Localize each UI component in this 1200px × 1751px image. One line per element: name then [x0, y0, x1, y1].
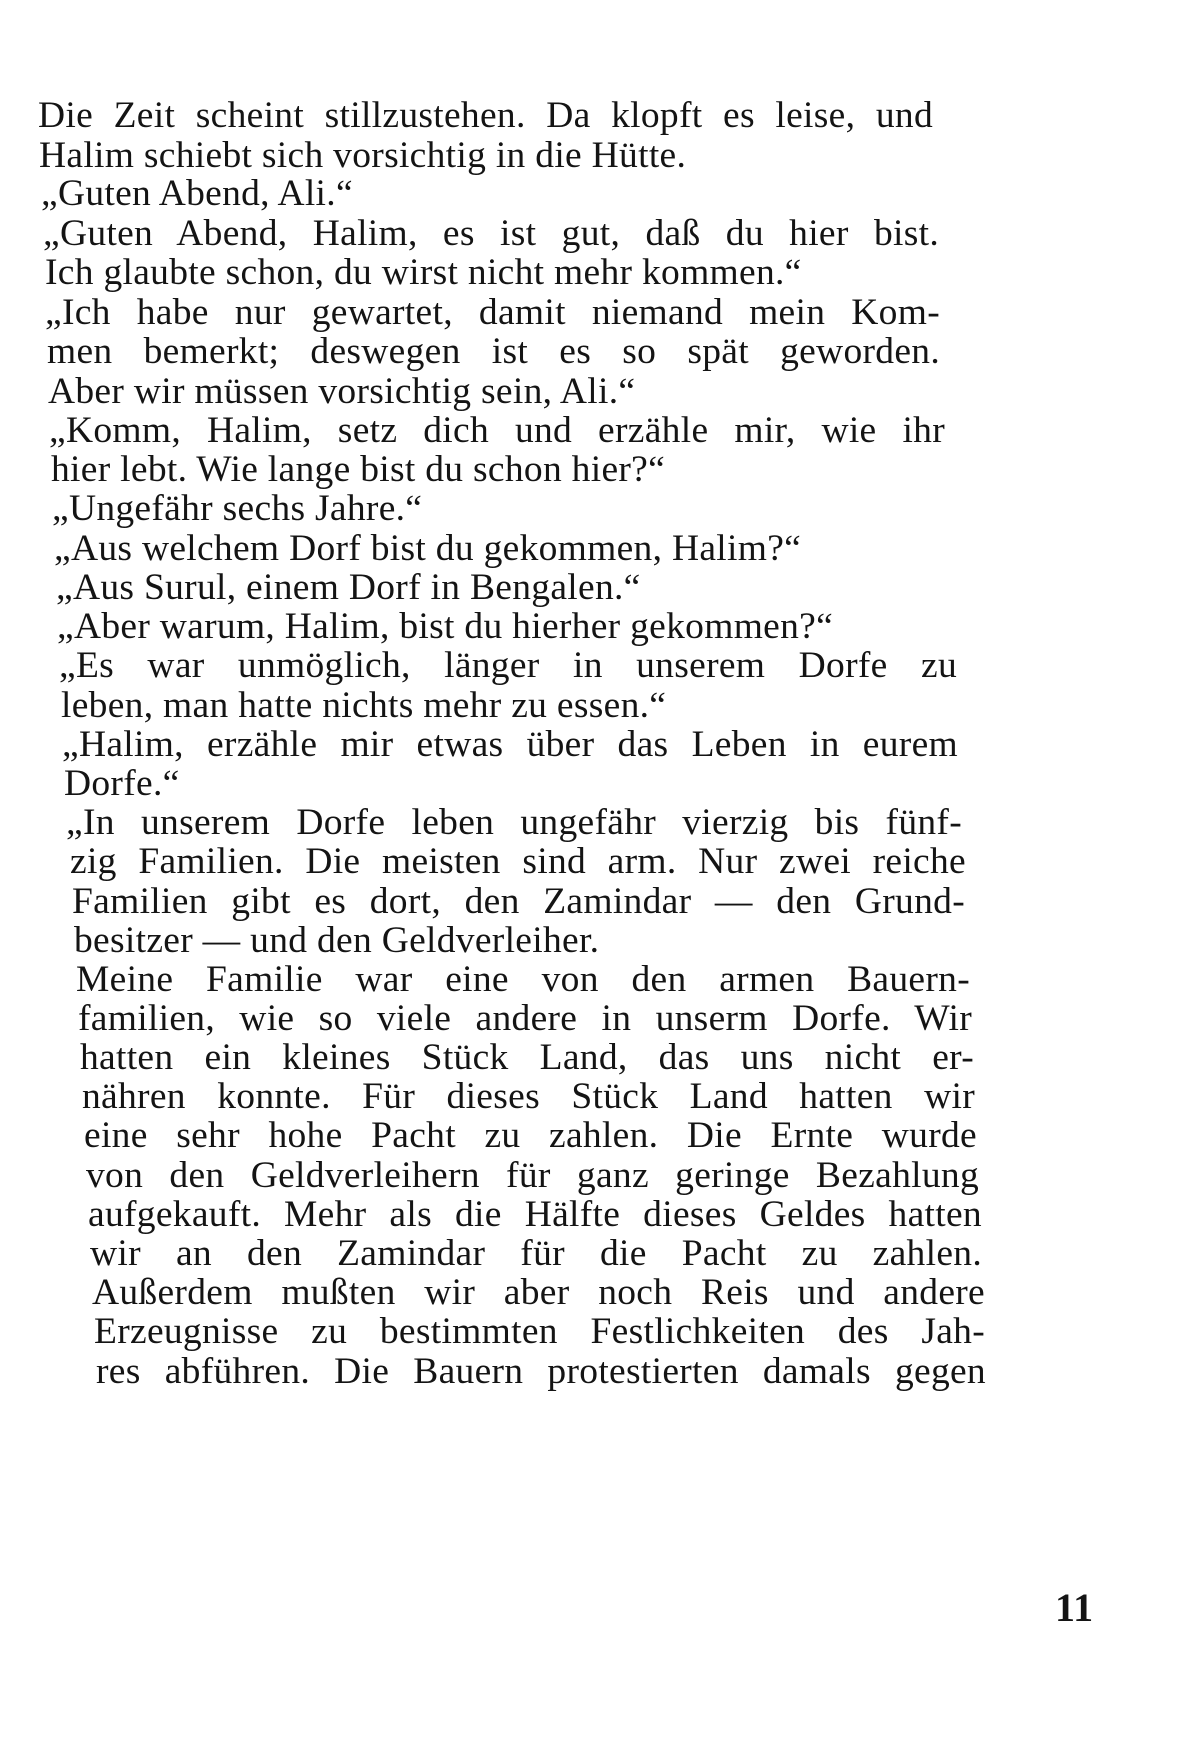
text-line: Aber wir müssen vorsichtig sein, Ali.“ — [48, 371, 636, 412]
text-line: Familien gibt es dort, den Zamindar — den Grund- — [72, 881, 965, 922]
page-number: 11 — [1055, 1585, 1094, 1630]
text-line: Ich glaubte schon, du wirst nicht mehr kommen.“ — [45, 252, 802, 293]
text-line: „Guten Abend, Ali.“ — [41, 173, 353, 214]
text-line: zig Familien. Die meisten sind arm. Nur zwei reiche — [70, 841, 966, 882]
text-line: „Es war unmöglich, länger in unserem Dorfe zu — [59, 645, 957, 686]
text-line: „Aus Surul, einem Dorf in Bengalen.“ — [56, 567, 641, 608]
text-line: „Aus welchem Dorf bist du gekommen, Halim?“ — [54, 528, 802, 569]
text-line: „Aber warum, Halim, bist du hierher gekommen?“ — [57, 606, 834, 647]
text-line: leben, man hatte nichts mehr zu essen.“ — [61, 685, 667, 726]
text-line: Außerdem mußten wir aber noch Reis und andere — [92, 1272, 985, 1313]
text-line: men bemerkt; deswegen ist es so spät geworden. — [47, 331, 940, 372]
text-line: „Halim, erzähle mir etwas über das Leben in eurem — [62, 724, 958, 765]
text-line: Dorfe.“ — [64, 763, 180, 804]
text-line: Erzeugnisse zu bestimmten Festlichkeiten des Jah- — [94, 1311, 985, 1352]
text-line: Halim schiebt sich vorsichtig in die Hütte. — [39, 135, 687, 176]
text-line: „Ungefähr sechs Jahre.“ — [52, 488, 423, 529]
text-line: res abführen. Die Bauern protestierten damals gegen — [96, 1351, 986, 1392]
text-line: „Ich habe nur gewartet, damit niemand mein Kom- — [45, 292, 940, 333]
text-line: hier lebt. Wie lange bist du schon hier?“ — [51, 449, 666, 490]
text-line: aufgekauft. Mehr als die Hälfte dieses Geldes hatten — [88, 1194, 982, 1235]
text-line: besitzer — und den Geldverleiher. — [74, 920, 600, 961]
text-line: von den Geldverleihern für ganz geringe Bezahlung — [86, 1155, 979, 1196]
text-line: „Komm, Halim, setz dich und erzähle mir, wie ihr — [49, 410, 945, 451]
text-line: Meine Familie war eine von den armen Bauern- — [76, 959, 970, 1000]
text-line: „In unserem Dorfe leben ungefähr vierzig bis fünf- — [66, 802, 962, 843]
text-line: hatten ein kleines Stück Land, das uns nicht er- — [80, 1037, 974, 1078]
text-line: „Guten Abend, Halim, es ist gut, daß du hier bist. — [43, 213, 939, 254]
text-line: wir an den Zamindar für die Pacht zu zahlen. — [90, 1233, 982, 1274]
text-line: familien, wie so viele andere in unserm Dorfe. Wir — [78, 998, 972, 1039]
text-line: Die Zeit scheint stillzustehen. Da klopft es leise, und — [38, 95, 933, 136]
text-line: eine sehr hohe Pacht zu zahlen. Die Ernte wurde — [84, 1115, 977, 1156]
text-line: nähren konnte. Für dieses Stück Land hatten wir — [82, 1076, 975, 1117]
